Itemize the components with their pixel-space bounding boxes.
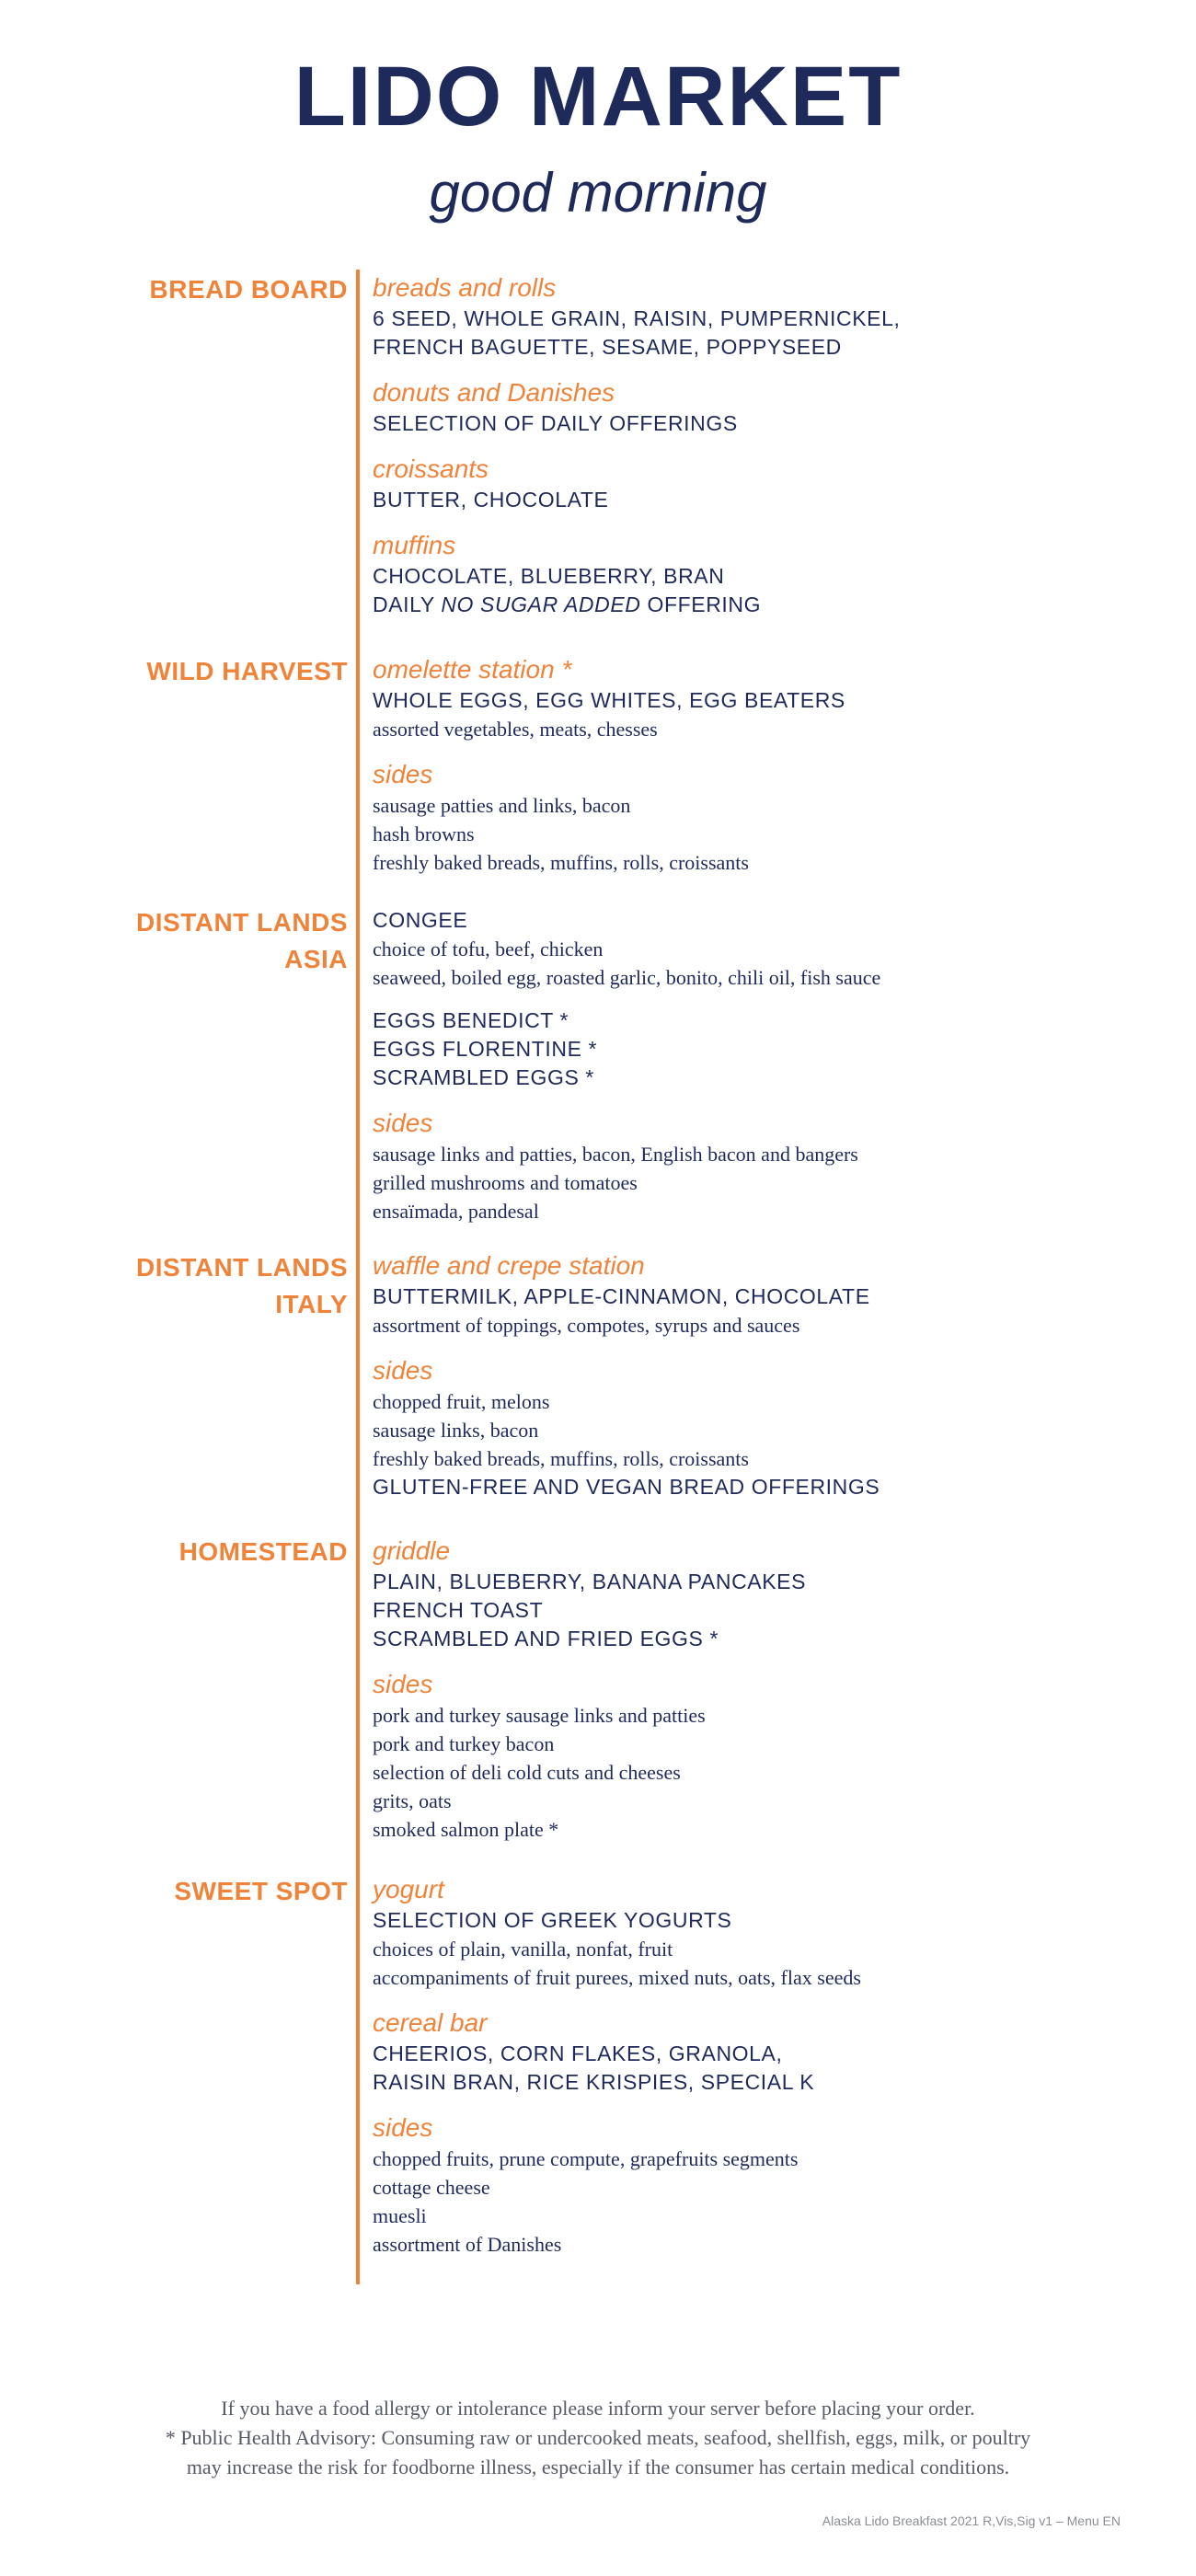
menu-item: SELECTION OF GREEK YOGURTS — [373, 1908, 732, 1932]
menu-detail: assorted vegetables, meats, chesses — [373, 718, 658, 741]
menu-item: CHOCOLATE, BLUEBERRY, BRAN — [373, 564, 725, 588]
menu-group — [373, 1107, 1164, 1225]
menu-group — [373, 758, 1164, 877]
menu-detail: smoked salmon plate * — [373, 1818, 559, 1841]
footer-line: * Public Health Advisory: Consuming raw or undercooked meats, seafood, shellfish, eggs, milk, or poultry — [165, 2426, 1031, 2449]
menu-item: GLUTEN-FREE AND VEGAN BREAD OFFERINGS — [373, 1475, 880, 1499]
menu-item: BUTTER, CHOCOLATE — [373, 488, 609, 512]
menu-detail: sausage links and patties, bacon, English bacon and bangers — [373, 1143, 858, 1166]
menu-item: SCRAMBLED AND FRIED EGGS * — [373, 1627, 719, 1650]
menu-detail: choices of plain, vanilla, nonfat, fruit — [373, 1938, 673, 1961]
menu-detail: cottage cheese — [373, 2176, 490, 2199]
page-title: LIDO MARKET — [293, 50, 903, 144]
menu-detail: chopped fruits, prune compute, grapefruits segments — [373, 2147, 799, 2170]
group-heading: breads and rolls — [373, 273, 557, 302]
section-label-italy: DISTANT LANDS ITALY — [136, 1253, 348, 1318]
group-heading: griddle — [373, 1536, 451, 1565]
allergy-advisory-footer — [55, 2394, 1141, 2482]
menu-detail: grilled mushrooms and tomatoes — [373, 1171, 638, 1194]
section-homestead — [373, 1535, 1164, 1858]
menu-item: EGGS FLORENTINE * — [373, 1037, 598, 1061]
section-wild-harvest — [373, 653, 1164, 891]
menu-group — [373, 529, 1164, 619]
menu-detail: ensaïmada, pandesal — [373, 1200, 539, 1223]
menu-detail: grits, oats — [373, 1789, 452, 1812]
section-sweet-spot — [373, 1873, 1164, 2273]
menu-group — [373, 271, 1164, 362]
menu-group — [373, 2111, 1164, 2259]
menu-group — [373, 376, 1164, 438]
menu-item-daily-offering: DAILY NO SUGAR ADDED OFFERING — [373, 592, 762, 616]
section-label-homestead: HOMESTEAD — [178, 1537, 348, 1566]
group-heading: sides — [373, 760, 433, 788]
menu-detail: sausage links, bacon — [373, 1419, 539, 1442]
menu-detail: muesli — [373, 2204, 427, 2227]
group-heading: sides — [373, 2113, 433, 2142]
menu-item: FRENCH BAGUETTE, SESAME, POPPYSEED — [373, 335, 842, 359]
menu-item: CHEERIOS, CORN FLAKES, GRANOLA, — [373, 2041, 783, 2065]
menu-detail: hash browns — [373, 822, 475, 845]
group-heading: cereal bar — [373, 2008, 488, 2037]
menu-detail: seaweed, boiled egg, roasted garlic, bonito, chili oil, fish sauce — [373, 966, 881, 989]
menu-detail: pork and turkey bacon — [373, 1732, 555, 1755]
menu-group — [373, 1873, 1164, 1992]
menu-detail: assortment of Danishes — [373, 2233, 562, 2256]
menu-detail: choice of tofu, beef, chicken — [373, 937, 604, 960]
group-heading: yogurt — [373, 1875, 444, 1903]
menu-group — [373, 1535, 1164, 1653]
section-label-asia: DISTANT LANDS ASIA — [136, 908, 348, 973]
menu-detail: freshly baked breads, muffins, rolls, croissants — [373, 851, 749, 874]
menu-detail: freshly baked breads, muffins, rolls, croissants — [373, 1447, 749, 1470]
footer-line: may increase the risk for foodborne illness, especially if the consumer has certain medical conditions. — [186, 2455, 1010, 2478]
group-heading: muffins — [373, 531, 456, 559]
menu-group — [373, 453, 1164, 514]
group-heading: waffle and crepe station — [373, 1251, 645, 1280]
group-heading: sides — [373, 1356, 433, 1385]
section-label-sweet-spot: SWEET SPOT — [174, 1877, 348, 1905]
group-heading: croissants — [373, 454, 489, 483]
menu-group — [373, 653, 1164, 743]
menu-item: 6 SEED, WHOLE GRAIN, RAISIN, PUMPERNICKEL, — [373, 306, 901, 330]
menu-detail: chopped fruit, melons — [373, 1390, 550, 1413]
group-heading: sides — [373, 1109, 433, 1137]
section-italy — [373, 1249, 1164, 1516]
page-subtitle: good morning — [429, 162, 767, 224]
menu-group — [373, 906, 1164, 992]
menu-item: BUTTERMILK, APPLE-CINNAMON, CHOCOLATE — [373, 1284, 870, 1308]
menu-item: PLAIN, BLUEBERRY, BANANA PANCAKES — [373, 1570, 807, 1593]
menu-item: FRENCH TOAST — [373, 1598, 544, 1622]
footer-line: If you have a food allergy or intolerance please inform your server before placing your order. — [221, 2397, 975, 2420]
menu-item: RAISIN BRAN, RICE KRISPIES, SPECIAL K — [373, 2070, 815, 2094]
section-asia — [373, 906, 1164, 1240]
menu-detail: selection of deli cold cuts and cheeses — [373, 1761, 681, 1784]
menu-group — [373, 1668, 1164, 1844]
group-heading: omelette station * — [373, 655, 572, 684]
section-label-wild-harvest: WILD HARVEST — [146, 657, 348, 685]
menu-group — [373, 1249, 1164, 1340]
document-code: Alaska Lido Breakfast 2021 R,Vis,Sig v1 – Menu EN — [822, 2513, 1121, 2528]
section-bread-board — [373, 271, 1164, 634]
menu-item: CONGEE — [373, 908, 468, 932]
menu-item: EGGS BENEDICT * — [373, 1008, 569, 1032]
menu-detail: accompaniments of fruit purees, mixed nuts, oats, flax seeds — [373, 1966, 861, 1989]
menu-item: WHOLE EGGS, EGG WHITES, EGG BEATERS — [373, 688, 845, 712]
menu-group — [373, 1354, 1164, 1501]
menu-detail: pork and turkey sausage links and patties — [373, 1704, 706, 1727]
menu-detail: assortment of toppings, compotes, syrups and sauces — [373, 1314, 800, 1337]
section-label-bread-board: BREAD BOARD — [149, 275, 348, 304]
group-heading: sides — [373, 1670, 433, 1698]
menu-item: SELECTION OF DAILY OFFERINGS — [373, 411, 738, 435]
menu-group — [373, 2007, 1164, 2097]
menu-group — [373, 1006, 1164, 1092]
group-heading: donuts and Danishes — [373, 378, 615, 407]
menu-item: SCRAMBLED EGGS * — [373, 1065, 594, 1089]
menu-detail: sausage patties and links, bacon — [373, 794, 631, 817]
